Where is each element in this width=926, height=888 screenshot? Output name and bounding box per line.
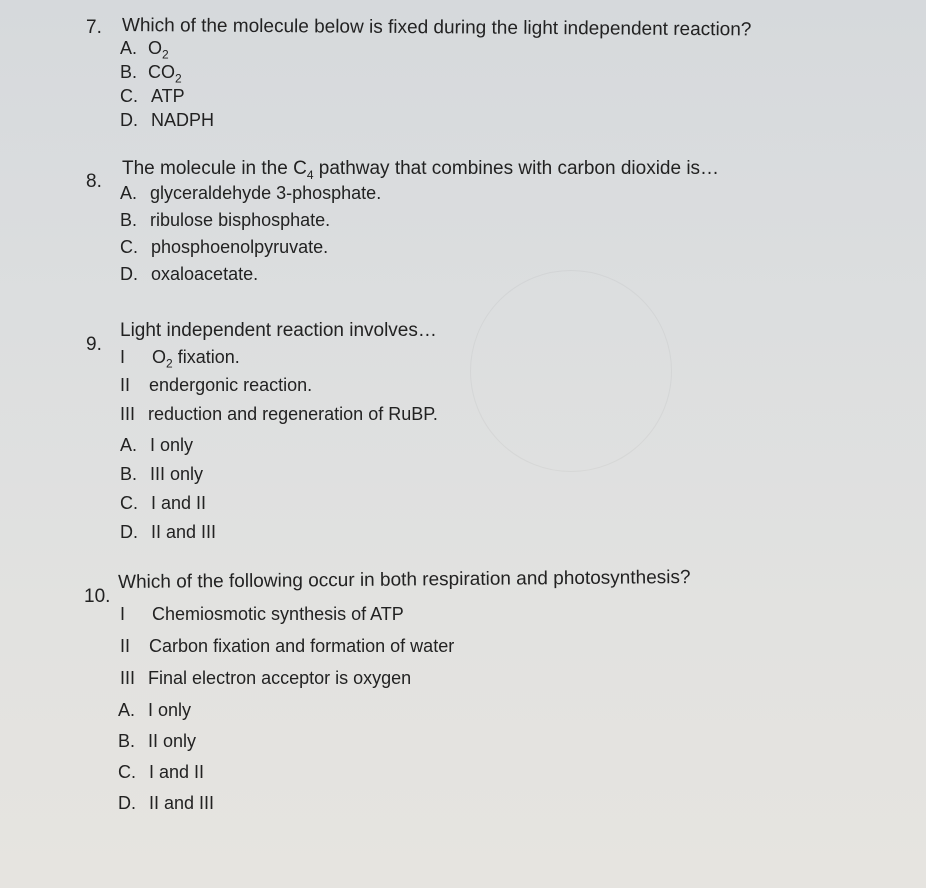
- option-10d: [118, 793, 214, 814]
- statement-10-iii: [120, 668, 411, 689]
- statement-10-i: [120, 604, 404, 625]
- option-10b-letter: B.: [118, 731, 136, 751]
- option-7a: [120, 38, 169, 62]
- option-9b-letter: B.: [120, 464, 138, 484]
- statement-9-i-text: $O_2$ fixation.: [152, 347, 240, 371]
- option-8a-text: glyceraldehyde 3-phosphate.: [150, 183, 382, 203]
- option-10c-letter: C.: [118, 762, 136, 782]
- option-7b: [120, 62, 182, 86]
- option-8c: [120, 237, 328, 258]
- question-10-stem: Which of the following occur in both respiration and photosynthesis?: [118, 567, 691, 593]
- option-10a-text: I only: [148, 700, 192, 720]
- option-10c: [118, 762, 204, 783]
- statement-9-ii: [120, 375, 312, 396]
- option-7a-text: $O_2$: [148, 38, 169, 62]
- statement-10-iii-roman: III: [120, 668, 136, 688]
- statement-10-i-text: Chemiosmotic synthesis of ATP: [152, 604, 404, 624]
- option-9c-text: I and II: [151, 493, 207, 513]
- option-10b: [118, 731, 196, 752]
- option-7c-text: ATP: [151, 86, 185, 106]
- option-9a-text: I only: [150, 435, 194, 455]
- option-9d-text: II and III: [151, 522, 217, 542]
- option-7a-letter: A.: [120, 38, 138, 58]
- question-7-number: 7.: [86, 17, 102, 38]
- question-7-stem: Which of the molecule below is fixed during the light independent reaction?: [121, 15, 752, 41]
- option-8d-letter: D.: [120, 264, 138, 284]
- statement-10-ii-roman: II: [120, 636, 131, 656]
- statement-10-i-roman: I: [120, 604, 126, 624]
- question-9-stem: Light independent reaction involves…: [120, 320, 437, 341]
- question-10-number: 10.: [84, 586, 111, 607]
- statement-10-iii-text: Final electron acceptor is oxygen: [148, 668, 412, 688]
- option-9d: [120, 522, 216, 543]
- option-8d-text: oxaloacetate.: [151, 264, 259, 284]
- option-7b-text: $CO_2$: [148, 62, 182, 86]
- option-7d-letter: D.: [120, 110, 138, 130]
- option-10d-letter: D.: [118, 793, 136, 813]
- option-10c-text: I and II: [149, 762, 205, 782]
- option-8b: [120, 210, 330, 231]
- statement-9-ii-text: endergonic reaction.: [149, 375, 313, 395]
- question-8-stem: The molecule in the $C_4$ pathway that combines with carbon dioxide is…: [122, 158, 720, 182]
- question-8-number: 8.: [86, 171, 102, 192]
- option-10a: [118, 700, 191, 721]
- statement-9-iii-text: reduction and regeneration of RuBP.: [148, 404, 438, 424]
- option-8b-letter: B.: [120, 210, 138, 230]
- option-8a-letter: A.: [120, 183, 138, 203]
- option-9a-letter: A.: [120, 435, 138, 455]
- option-9a: [120, 435, 193, 456]
- option-9d-letter: D.: [120, 522, 138, 542]
- statement-9-iii-roman: III: [120, 404, 136, 424]
- option-8c-text: phosphoenolpyruvate.: [151, 237, 329, 257]
- statement-9-ii-roman: II: [120, 375, 131, 395]
- option-10d-text: II and III: [149, 793, 215, 813]
- option-7b-letter: B.: [120, 62, 138, 82]
- option-7d-text: NADPH: [151, 110, 215, 130]
- statement-10-ii: [120, 636, 454, 657]
- option-7d: [120, 110, 214, 131]
- option-10b-text: II only: [148, 731, 197, 751]
- option-7c-letter: C.: [120, 86, 138, 106]
- option-9c-letter: C.: [120, 493, 138, 513]
- option-10a-letter: A.: [118, 700, 136, 720]
- option-8c-letter: C.: [120, 237, 138, 257]
- option-7c: [120, 86, 185, 107]
- statement-9-i: [120, 347, 240, 371]
- question-9-number: 9.: [86, 334, 102, 355]
- option-8b-text: ribulose bisphosphate.: [150, 210, 331, 230]
- statement-10-ii-text: Carbon fixation and formation of water: [149, 636, 455, 656]
- bleed-through-circle: [470, 270, 672, 472]
- option-9c: [120, 493, 206, 514]
- option-8d: [120, 264, 258, 285]
- option-8a: [120, 183, 381, 204]
- option-9b-text: III only: [150, 464, 204, 484]
- statement-9-iii: [120, 404, 438, 425]
- statement-9-i-roman: I: [120, 347, 126, 367]
- option-9b: [120, 464, 203, 485]
